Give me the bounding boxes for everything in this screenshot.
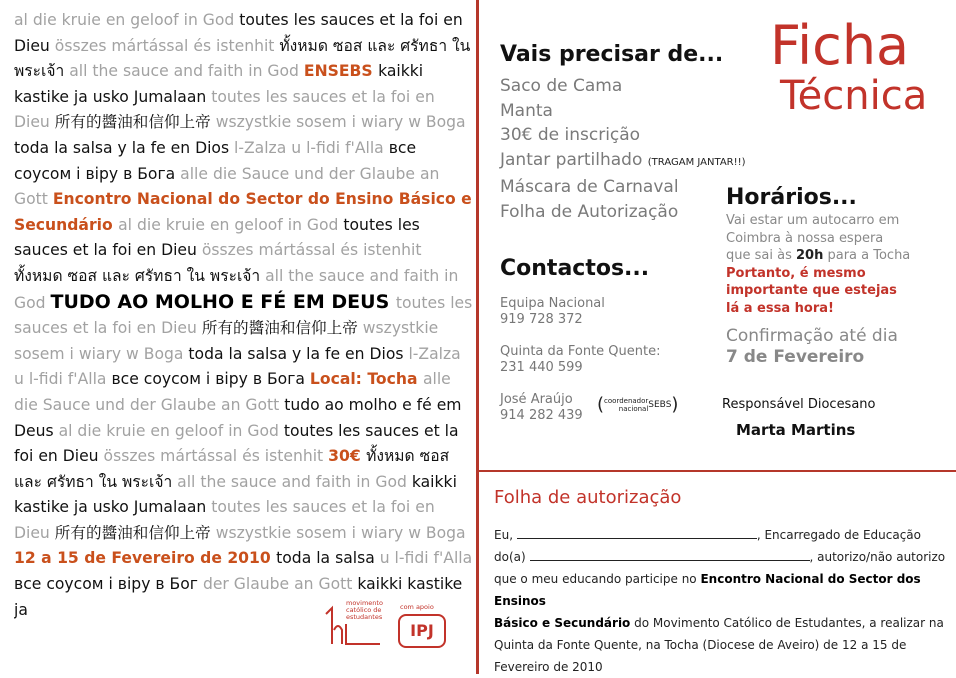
apoio-text: com apoio xyxy=(400,603,434,611)
contact-1: Equipa Nacional 919 728 372 xyxy=(500,296,605,327)
wall-text-segment: все соусом і віру в Бога xyxy=(14,138,417,183)
wall-text-segment: al die kruie en geloof in God xyxy=(14,11,240,29)
vais-list xyxy=(500,74,746,225)
wall-text-segment: Encontro Nacional do Sector do Ensino Básico e Secundário xyxy=(14,190,472,234)
wall-text-segment: wszystkie sosem i wiary w Boga xyxy=(14,319,439,363)
wall-text-segment: toutes les sauces et la foi en Dieu xyxy=(14,215,420,260)
wall-text-segment: al die kruie en geloof in God xyxy=(58,421,284,440)
coordenador-note: (coordenador nacionalSEBS) xyxy=(597,394,679,415)
horarios-heading: Horários... xyxy=(726,185,857,210)
wall-text-segment: kaikki kastike ja xyxy=(14,575,463,619)
wall-text-segment: все соусом і віру в Бог xyxy=(14,575,203,594)
mce-text: movimento católico de estudantes xyxy=(346,599,383,621)
wall-text-segment: all the sauce and faith in God xyxy=(177,472,412,491)
vais-item: Saco de Cama xyxy=(500,76,623,96)
wall-text-segment: toda la salsa y la fe en Dios xyxy=(14,138,235,157)
wall-text-segment: ทั้งหมด ซอส และ ศรัทธา ใน พระเจ้า xyxy=(14,36,471,81)
wall-text-segment: l-Zalza u l-fidi f'Alla xyxy=(14,344,461,389)
wall-text-segment: ENSEBS xyxy=(303,62,379,81)
wall-text-segment: toutes les sauces et la foi en Dieu xyxy=(14,293,473,338)
confirmacao: Confirmação até dia 7 de Fevereiro xyxy=(726,326,898,367)
contact-2: Quinta da Fonte Quente: 231 440 599 xyxy=(500,344,661,375)
wall-text-segment: ทั้งหมด ซอส และ ศรัทธา ใน พระเจ้า xyxy=(14,447,450,491)
vais-heading: Vais precisar de... xyxy=(500,42,724,67)
wall-text-segment: 所有的醬油和信仰上帝 xyxy=(201,319,363,338)
wall-text-segment: wszystkie sosem i wiary w Boga xyxy=(215,113,466,132)
wall-text-segment: все соусом і віру в Бога xyxy=(111,370,310,389)
multilingual-text-wall xyxy=(14,8,474,672)
wall-text-segment: toda la salsa xyxy=(276,549,380,568)
contactos-heading: Contactos... xyxy=(500,256,650,281)
wall-text-segment: kaikki kastike ja usko Jumalaan xyxy=(14,62,424,106)
tecnica-title: Técnica xyxy=(780,73,928,119)
wall-text-segment: Local: Tocha xyxy=(309,370,423,389)
wall-text-segment: alle die Sauce und der Glaube an Gott xyxy=(14,164,440,209)
wall-text-segment: al die kruie en geloof in God xyxy=(118,215,344,234)
responsavel-name: Marta Martins xyxy=(736,421,856,439)
wall-text-segment: toutes les sauces et la foi en Dieu xyxy=(14,87,435,132)
wall-text-segment: l-Zalza u l-fidi f'Alla xyxy=(234,138,389,157)
wall-text-segment: összes mártással és istenhit xyxy=(54,36,280,55)
autorizacao-title: Folha de autorização xyxy=(494,487,682,508)
ipj-logo: IPJ xyxy=(398,614,446,648)
vais-item: Jantar partilhado (TRAGAM JANTAR!!) xyxy=(500,149,746,170)
wall-text-segment: toutes les sauces et la foi en Dieu xyxy=(14,11,463,55)
wall-text-segment: toutes les sauces et la foi en Dieu xyxy=(14,498,435,542)
wall-text-segment: kaikki kastike ja usko Jumalaan xyxy=(14,472,457,517)
horarios-text: Vai estar um autocarro em Coimbra à nossa espera que sai às 20h para a Tocha Portanto, é mesmo importante que estejas lá a essa hora! xyxy=(726,213,911,316)
wall-text-segment: 12 a 15 de Fevereiro de 2010 xyxy=(14,549,277,568)
vais-item: 30€ de inscrição xyxy=(500,125,641,146)
eu-name-field[interactable] xyxy=(517,526,757,539)
contact-3: José Araújo 914 282 439 xyxy=(500,392,583,423)
vais-item: Folha de Autorização xyxy=(500,201,679,222)
vertical-divider xyxy=(476,0,479,674)
wall-text-segment: 30€ xyxy=(328,447,367,466)
wall-text-segment: 所有的醬油和信仰上帝 xyxy=(54,113,216,132)
vais-item: Manta xyxy=(500,100,553,121)
jantar-note: (TRAGAM JANTAR!!) xyxy=(647,156,746,168)
wall-text-segment: u l-fidi f'Alla xyxy=(379,549,473,568)
responsavel-label: Responsável Diocesano xyxy=(722,397,876,412)
mce-logo xyxy=(324,600,384,648)
wall-text-segment: összes mártással és istenhit xyxy=(103,447,329,466)
wall-text-segment: der Glaube an Gott xyxy=(202,575,358,594)
wall-text-segment: összes mártással és istenhit xyxy=(201,241,422,260)
wall-text-segment: TUDO AO MOLHO E FÉ EM DEUS xyxy=(50,290,396,313)
wall-text-segment: alle die Sauce und der Glaube an Gott xyxy=(14,370,451,414)
wall-text-segment: toutes les sauces et la foi en Dieu xyxy=(14,421,459,466)
wall-text-segment: all the sauce and faith in God xyxy=(14,266,459,312)
wall-text-segment: 所有的醬油和信仰上帝 xyxy=(54,523,216,542)
wall-text-segment: all the sauce and faith in God xyxy=(69,62,304,81)
vais-item: Máscara de Carnaval xyxy=(500,177,679,198)
educando-name-field[interactable] xyxy=(530,548,810,561)
ficha-title: Ficha xyxy=(770,14,910,77)
autorizacao-form: Eu, , Encarregado de Educação do(a) , autorizo/não autorizo que o meu educando participe no Encontro Nacional do Sector dos Ensinos Básico e Secundário do Movimento Católico de Estudantes, a realizar na Quinta da Fonte Quente, na Tocha (Diocese de Aveiro) de 12 a 15 de Fevereiro de 2010 xyxy=(494,528,946,674)
wall-text-segment: tudo ao molho e fé em Deus xyxy=(14,395,462,440)
horizontal-divider xyxy=(479,470,956,472)
wall-text-segment: toda la salsa y la fe en Dios xyxy=(188,344,409,363)
wall-text-segment: wszystkie sosem i wiary w Boga xyxy=(215,523,466,542)
wall-text-segment: ทั้งหมด ซอส และ ศรัทธา ใน พระเจ้า xyxy=(14,266,266,285)
